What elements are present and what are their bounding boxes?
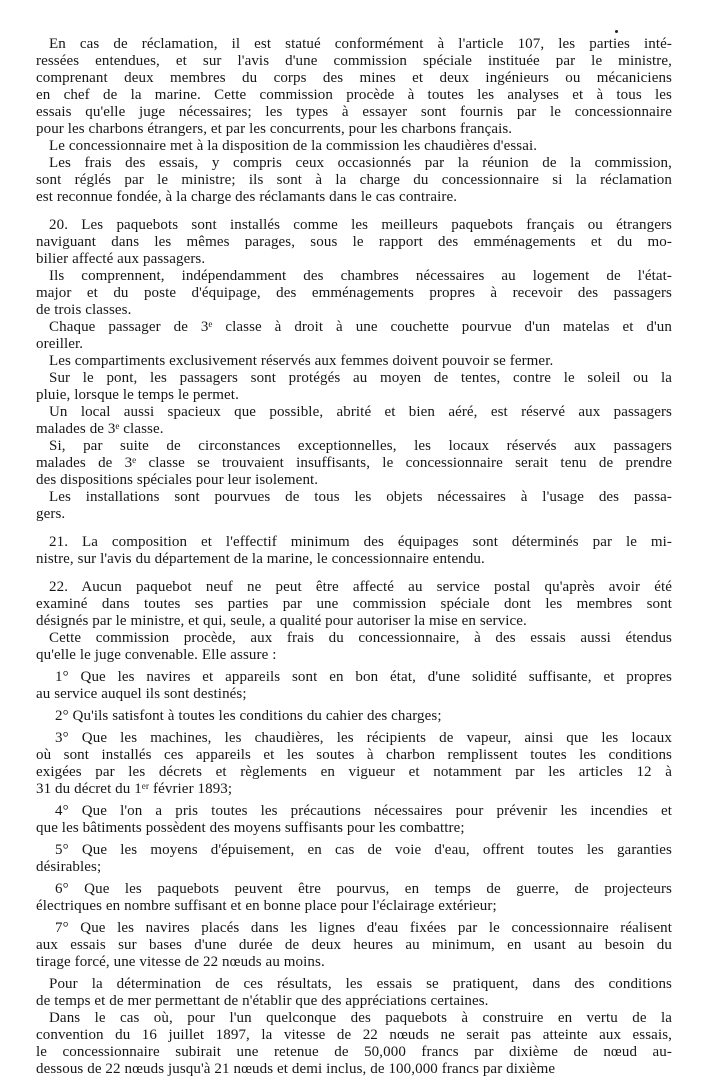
text-line: sont réglés par le ministre; ils sont à la charge du concessionnaire si la réclamation <box>36 172 672 188</box>
text-line: tirage forcé, une vitesse de 22 nœuds au moins. <box>36 954 325 970</box>
paragraph <box>36 920 672 971</box>
text-line: essais qu'elle juge nécessaires; les types à essayer sont fournis par le concessionnaire <box>36 104 672 120</box>
text-line: des dispositions spéciales pour leur isolement. <box>36 472 319 488</box>
text-line: que les bâtiments possèdent des moyens suffisants pour les combattre; <box>36 820 465 836</box>
text-line: Les installations sont pourvues de tous les objets nécessaires à l'usage des passa- <box>49 489 672 505</box>
text-line: 22. Aucun paquebot neuf ne peut être affecté au service postal qu'après avoir été <box>49 579 672 595</box>
text-line: pour les charbons étrangers, et par les concurrents, pour les charbons français. <box>36 121 513 137</box>
text-line: de trois classes. <box>36 302 132 318</box>
text-line: 31 du décret du 1ᵉʳ février 1893; <box>36 781 233 797</box>
text-line: aux essais sur bases d'une durée de deux heures au minimum, en usant au besoin du <box>36 937 672 953</box>
text-line: Le concessionnaire met à la disposition de la commission les chaudières d'essai. <box>49 138 538 154</box>
text-line: Cette commission procède, aux frais du concessionnaire, à des essais aussi étendus <box>49 630 672 646</box>
text-line: Sur le pont, les passagers sont protégés au moyen de tentes, contre le soleil ou la <box>49 370 672 386</box>
paragraph <box>36 217 672 268</box>
text-line: électriques en nombre suffisant et en bonne place pour l'éclairage extérieur; <box>36 898 497 914</box>
paragraph <box>36 881 672 915</box>
paragraph <box>36 138 672 155</box>
text-line: 4° Que l'on a pris toutes les précautions nécessaires pour prévenir les incendies et <box>55 803 672 819</box>
text-line: oreiller. <box>36 336 84 352</box>
text-line: est reconnue fondée, à la charge des réclamants dans le cas contraire. <box>36 189 458 205</box>
text-line: Les frais des essais, y compris ceux occasionnés par la réunion de la commission, <box>49 155 672 171</box>
paragraph <box>36 370 672 404</box>
text-line: Pour la détermination de ces résultats, les essais se pratiquent, dans des conditions <box>49 976 672 992</box>
text-line: 21. La composition et l'effectif minimum des équipages sont déterminés par le mi- <box>49 534 672 550</box>
text-line: désirables; <box>36 859 102 875</box>
text-line: désignés par le ministre, et qui, seule, a qualité pour autoriser la mise en service. <box>36 613 527 629</box>
text-line: Les compartiments exclusivement réservés aux femmes doivent pouvoir se fermer. <box>49 353 554 369</box>
document-body <box>36 36 672 1078</box>
text-line: Dans le cas où, pour l'un quelconque des paquebots à construire en vertu de la <box>49 1010 672 1026</box>
text-line: en chef de la marine. Cette commission procède à toutes les analyses et à tous les <box>36 87 672 103</box>
text-line: examiné dans toutes ses parties par une commission spéciale dont les membres sont <box>36 596 672 612</box>
paragraph <box>36 730 672 798</box>
text-line: 20. Les paquebots sont installés comme les meilleurs paquebots français ou étrangers <box>49 217 672 233</box>
paragraph <box>36 630 672 664</box>
text-line: où sont installés ces appareils et les soutes à charbon remplissent toutes les conditions <box>36 747 672 763</box>
print-artifact-dot <box>615 30 618 33</box>
paragraph <box>36 669 672 703</box>
paragraph <box>36 353 672 370</box>
text-line: Si, par suite de circonstances exceptionnelles, les locaux réservés aux passagers <box>49 438 672 454</box>
text-line: malades de 3ᵉ classe. <box>36 421 164 437</box>
paragraph <box>36 404 672 438</box>
text-line: En cas de réclamation, il est statué conformément à l'article 107, les parties inté- <box>49 36 672 52</box>
paragraph <box>36 803 672 837</box>
text-line: comprenant deux membres du corps des mines et deux ingénieurs ou mécaniciens <box>36 70 672 86</box>
paragraph <box>36 268 672 319</box>
text-line: au service auquel ils sont destinés; <box>36 686 247 702</box>
text-line: Ils comprennent, indépendamment des chambres nécessaires au logement de l'état- <box>49 268 672 284</box>
paragraph <box>36 319 672 353</box>
text-line: major et du poste d'équipage, des emménagements propres à recevoir des passagers <box>36 285 672 301</box>
text-line: de temps et de mer permettant de n'établir que des appréciations certaines. <box>36 993 489 1009</box>
text-line: Chaque passager de 3ᵉ classe à droit à une couchette pourvue d'un matelas et d'un <box>49 319 672 335</box>
text-line: exigées par les décrets et règlements en vigueur et notamment par les articles 12 à <box>36 764 672 780</box>
text-line: 6° Que les paquebots peuvent être pourvus, en temps de guerre, de projecteurs <box>55 881 672 897</box>
text-line: gers. <box>36 506 66 522</box>
text-line: naviguant dans les mêmes parages, sous le rapport des emménagements et du mo- <box>36 234 672 250</box>
text-line: 2° Qu'ils satisfont à toutes les conditions du cahier des charges; <box>55 708 442 724</box>
text-line: 1° Que les navires et appareils sont en bon état, d'une solidité suffisante, et propres <box>55 669 672 685</box>
text-line: qu'elle le juge convenable. Elle assure : <box>36 647 277 663</box>
text-line: ressées entendues, et sur l'avis d'une commission spéciale instituée par le ministre, <box>36 53 672 69</box>
paragraph <box>36 489 672 523</box>
paragraph <box>36 1010 672 1078</box>
text-line: 3° Que les machines, les chaudières, les récipients de vapeur, ainsi que les locaux <box>55 730 672 746</box>
text-line: le concessionnaire subirait une retenue de 50,000 francs par dixième de nœud au- <box>36 1044 672 1060</box>
paragraph <box>36 976 672 1010</box>
paragraph <box>36 155 672 206</box>
paragraph <box>36 842 672 876</box>
text-line: malades de 3ᵉ classe se trouvaient insuffisants, le concessionnaire serait tenu de prendre <box>36 455 672 471</box>
text-line: dessous de 22 nœuds jusqu'à 21 nœuds et demi inclus, de 100,000 francs par dixième <box>36 1061 556 1077</box>
text-line: convention du 16 juillet 1897, la vitesse de 22 nœuds ne serait pas atteinte aux essais, <box>36 1027 672 1043</box>
text-line: pluie, lorsque le temps le permet. <box>36 387 239 403</box>
text-line: 5° Que les moyens d'épuisement, en cas de voie d'eau, offrent toutes les garanties <box>55 842 672 858</box>
paragraph <box>36 438 672 489</box>
paragraph <box>36 534 672 568</box>
text-line: 7° Que les navires placés dans les lignes d'eau fixées par le concessionnaire réalisent <box>55 920 672 936</box>
text-line: Un local aussi spacieux que possible, abrité et bien aéré, est réservé aux passagers <box>49 404 672 420</box>
text-line: bilier affecté aux passagers. <box>36 251 206 267</box>
paragraph <box>36 36 672 138</box>
text-line: nistre, sur l'avis du département de la marine, le concessionnaire entendu. <box>36 551 485 567</box>
paragraph <box>36 579 672 630</box>
paragraph <box>36 708 672 725</box>
